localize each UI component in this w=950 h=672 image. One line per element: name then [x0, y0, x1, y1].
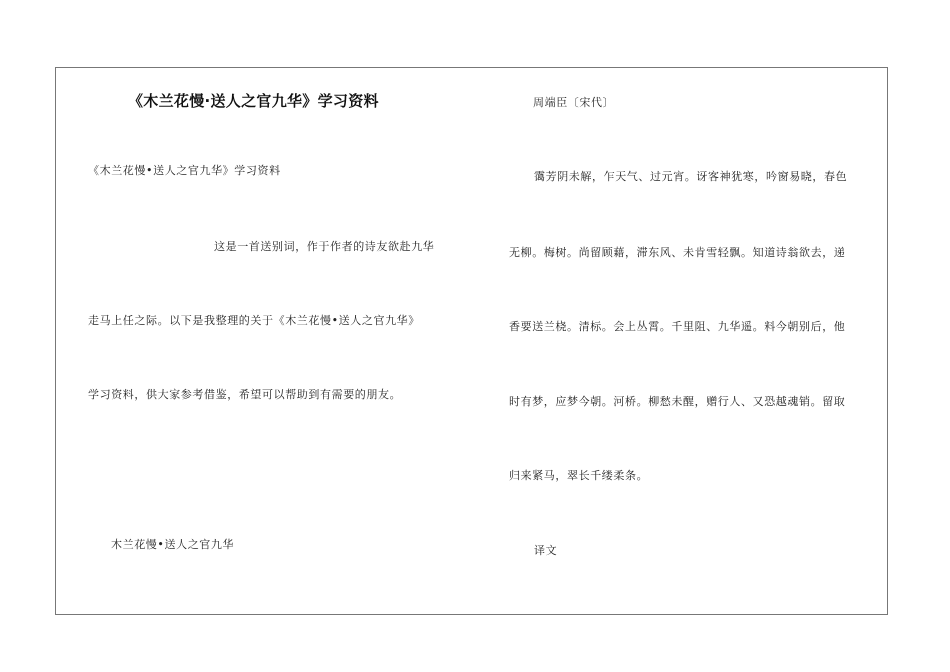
- translation-heading: 译文: [534, 544, 558, 557]
- intro-line-3: 学习资料，供大家参考借鉴，希望可以帮助到有需要的朋友。: [88, 388, 402, 401]
- author-line: 周端臣〔宋代〕: [533, 96, 615, 109]
- poem-line-5: 归来紧马，翠长千缕柔条。: [509, 469, 649, 482]
- poem-line-3: 香要送兰桡。清标。会上丛霄。千里阻、九华遥。料今朝别后，他: [509, 320, 846, 333]
- poem-line-2: 无柳。梅树。尚留顾藉，滞东风、未肯雪轻飘。知道诗翁欲去，递: [509, 246, 846, 259]
- intro-line-2: 走马上任之际。以下是我整理的关于《木兰花慢•送人之官九华》: [88, 314, 420, 327]
- poem-title: 木兰花慢•送人之官九华: [111, 538, 235, 551]
- document-title: 《木兰花慢·送人之官九华》学习资料: [128, 92, 379, 110]
- page-frame: [55, 67, 888, 615]
- intro-line-1: 这是一首送别词，作于作者的诗友欲赴九华: [214, 240, 435, 253]
- subtitle: 《木兰花慢•送人之官九华》学习资料: [88, 164, 281, 177]
- poem-line-1: 霭芳阴未解，乍天气、过元宵。讶客神犹寒，吟窗易晓，春色: [534, 170, 848, 183]
- poem-line-4: 时有梦，应梦今朝。河桥。柳愁未醒，赠行人、又恐越魂销。留取: [509, 395, 846, 408]
